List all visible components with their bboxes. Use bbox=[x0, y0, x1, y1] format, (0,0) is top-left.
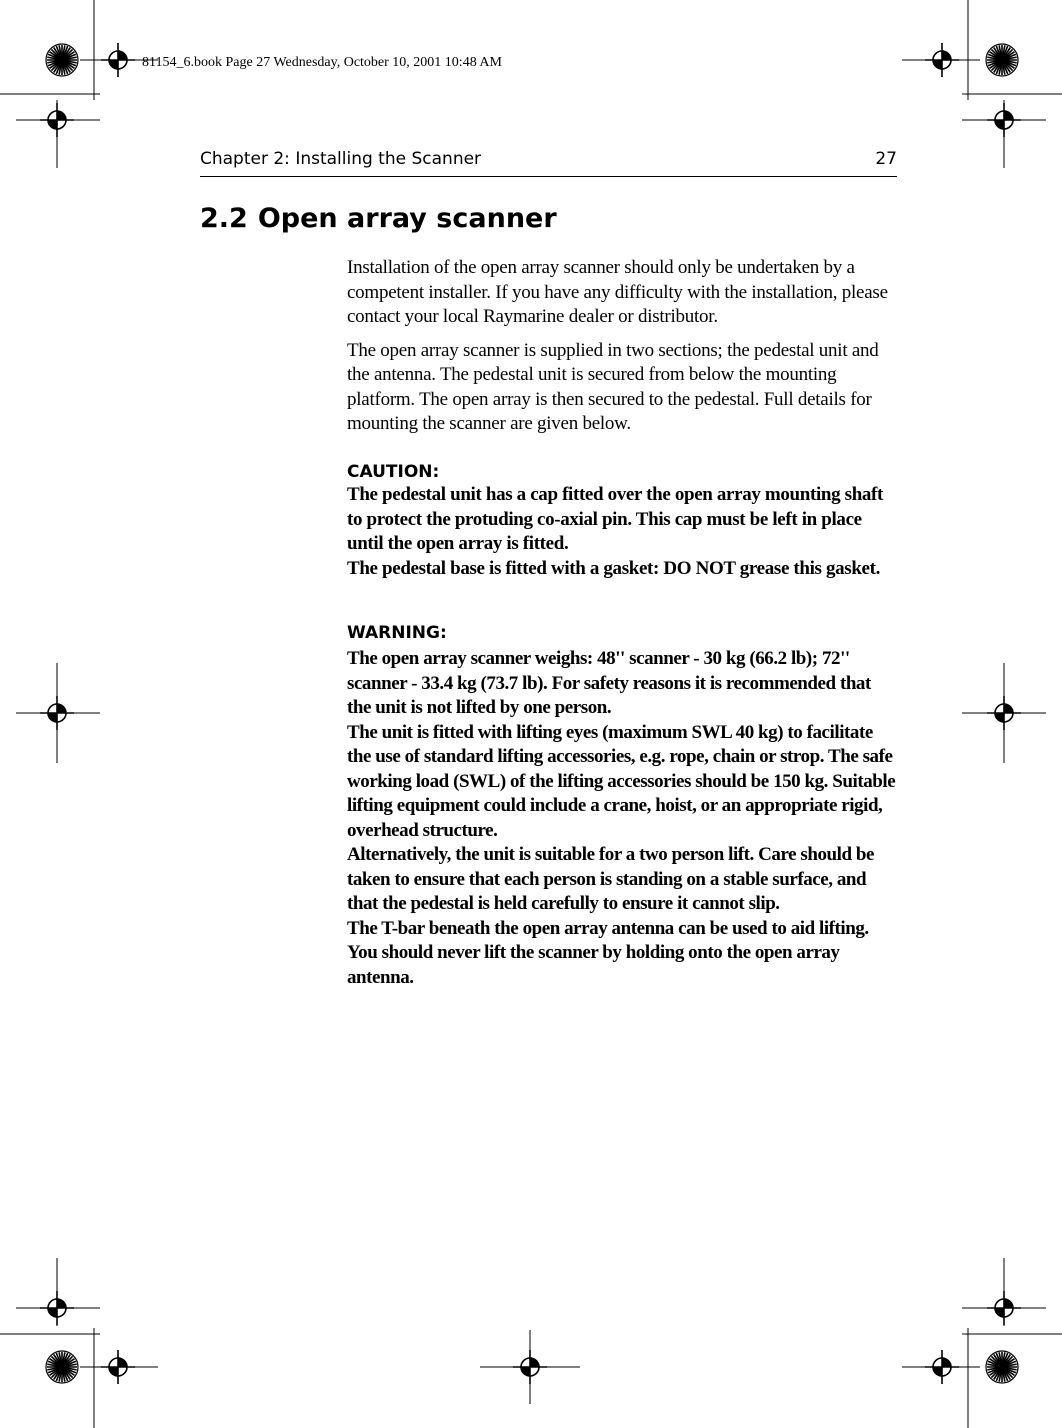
warning-line-lifting-eyes: The unit is fitted with lifting eyes (maximum SWL 40 kg) to facilitate the use of standard lifting accessories, e.g. rope, chain or strop. The safe working load (SWL) of the lifting accessories should be 150 kg. Suitable lifting equipment could include a crane, hoist, or an appropriate rigid, overhead structure. bbox=[347, 721, 896, 841]
warning-label: WARNING: bbox=[347, 623, 447, 643]
paragraph-installer: Installation of the open array scanner should only be undertaken by a competent installer. If you have any difficulty with the installation, please contact your local Raymarine dealer or distributor. bbox=[347, 257, 888, 327]
paragraph-sections: The open array scanner is supplied in two sections; the pedestal unit and the antenna. The pedestal unit is secured from below the mounting platform. The open array is then secured to the pedestal. Full details for mounting the scanner are given below. bbox=[347, 339, 879, 434]
caution-notice bbox=[347, 483, 899, 581]
warning-line-t-bar: The T-bar beneath the open array antenna can be used to aid lifting. bbox=[347, 917, 869, 939]
caution-line-cap: The pedestal unit has a cap fitted over the open array mounting shaft to protect the protuding co-axial pin. This cap must be left in place until the open array is fitted. bbox=[347, 484, 884, 554]
warning-notice bbox=[347, 647, 899, 990]
warning-line-two-person: Alternatively, the unit is suitable for a two person lift. Care should be taken to ensure that each person is standing on a stable surface, and that the pedestal is held carefully to ensure it cannot slip. bbox=[347, 844, 874, 914]
chapter-title: Chapter 2: Installing the Scanner bbox=[200, 149, 482, 169]
page-number: 27 bbox=[875, 149, 897, 169]
caution-label: CAUTION: bbox=[347, 462, 440, 482]
section-number: 2.2 bbox=[200, 203, 248, 234]
section-heading bbox=[200, 203, 557, 234]
warning-line-weight: The open array scanner weighs: 48'' scanner - 30 kg (66.2 lb); 72'' scanner - 33.4 kg (73.7 lb). For safety reasons it is recommended that the unit is not lifted by one person. bbox=[347, 648, 871, 718]
section-title: Open array scanner bbox=[257, 203, 557, 234]
caution-line-gasket: The pedestal base is fitted with a gasket: DO NOT grease this gasket. bbox=[347, 557, 881, 579]
running-header bbox=[200, 148, 897, 177]
print-slug: 81154_6.book Page 27 Wednesday, October 10, 2001 10:48 AM bbox=[142, 55, 502, 70]
warning-line-never-lift: You should never lift the scanner by holding onto the open array antenna. bbox=[347, 942, 840, 988]
body-text bbox=[347, 256, 899, 446]
